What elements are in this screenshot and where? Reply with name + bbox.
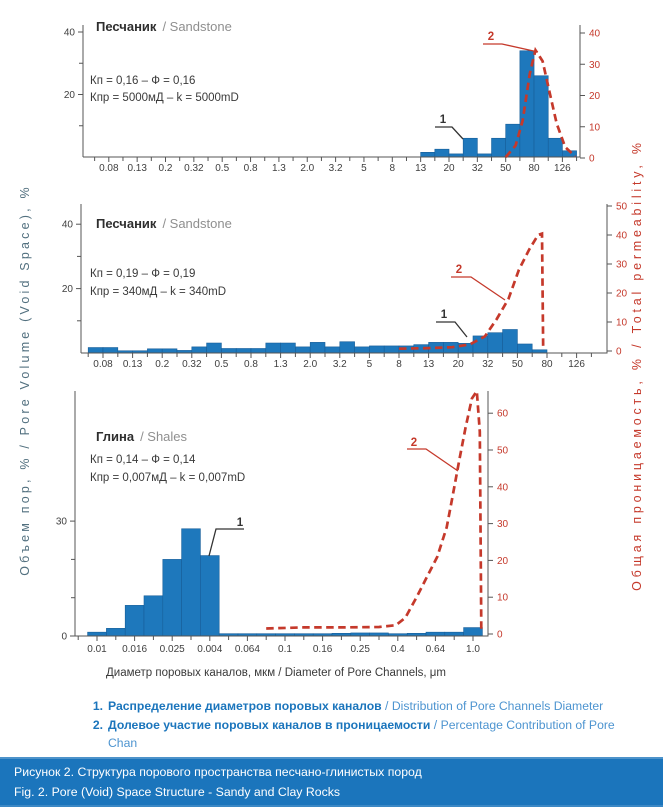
caption-line-ru: Рисунок 2. Структура порового пространства песчано-глинистых пород [14, 765, 422, 779]
legend-text-ru: Долевое участие поровых каналов в проницаемости [108, 717, 431, 732]
panel-stats-line: Кп = 0,14 – Ф = 0,14 [90, 454, 196, 466]
x-tick-label: 13 [415, 163, 427, 174]
pore-volume-bar [435, 149, 449, 157]
x-tick-label: 5 [361, 163, 367, 174]
x-tick-label: 0.5 [214, 359, 229, 370]
pore-volume-bar [506, 124, 520, 157]
x-tick-label: 0.32 [184, 163, 204, 174]
pore-volume-bar [488, 333, 503, 353]
pore-volume-bar [192, 347, 207, 353]
x-tick-label: 0.064 [234, 644, 260, 655]
permeability-curve [266, 391, 481, 630]
right-tick-label: 10 [589, 122, 601, 134]
legend-text-en: Percentage Contribution of Pore Chan [108, 717, 615, 751]
x-tick-label: 8 [389, 163, 396, 174]
permeability-curve [399, 234, 543, 351]
x-tick-label: 13 [423, 359, 435, 370]
panel-title: Глина / Shales [96, 429, 188, 444]
pore-volume-bar [163, 559, 182, 636]
caption-line-en: Fig. 2. Pore (Void) Space Structure - Sandy and Clay Rocks [14, 784, 341, 799]
x-tick-label: 0.025 [159, 644, 185, 655]
pore-volume-bar [355, 347, 370, 353]
x-tick-label: 0.01 [87, 644, 107, 655]
pore-volume-bar [369, 346, 384, 353]
pore-volume-bar [426, 632, 445, 636]
pore-volume-bar [463, 138, 477, 157]
x-tick-label: 0.64 [425, 644, 446, 655]
left-axis-title: Объем пор, % / Pore Volume (Void Space), % [18, 184, 32, 576]
pore-volume-bar [340, 342, 355, 353]
x-axis-title: Диаметр поровых каналов, мкм / Diameter of Pore Channels, μm [105, 667, 447, 679]
left-tick-label: 40 [63, 27, 75, 39]
pore-volume-bar [503, 329, 518, 353]
right-tick-label: 40 [497, 482, 509, 494]
panel-3 [56, 391, 509, 655]
pore-volume-bar [162, 349, 177, 353]
legend-number: 1. [92, 699, 103, 713]
left-tick-label: 20 [61, 284, 73, 296]
x-tick-label: 32 [471, 163, 483, 174]
pore-volume-bar [182, 529, 201, 636]
x-tick-label: 2.0 [303, 359, 318, 370]
pore-volume-bar [492, 138, 506, 157]
annotation-leader-line [407, 449, 458, 471]
legend-number: 2. [92, 717, 103, 732]
legend-text-en: Distribution of Pore Channels Diameter [391, 699, 604, 713]
x-tick-label: 0.004 [197, 644, 223, 655]
pore-volume-bar [103, 348, 118, 353]
pore-volume-bar [147, 349, 162, 353]
panel-stats-line: Кп = 0,19 – Ф = 0,19 [90, 268, 196, 280]
pore-volume-bar [88, 348, 103, 353]
x-tick-label: 20 [452, 359, 464, 370]
right-tick-label: 50 [616, 201, 628, 213]
right-tick-label: 40 [616, 230, 628, 242]
x-tick-label: 0.8 [244, 359, 258, 370]
legend-separator: / [430, 717, 441, 732]
x-tick-label: 80 [528, 163, 540, 174]
pore-volume-bar [106, 628, 125, 636]
x-tick-label: 80 [541, 359, 553, 370]
right-tick-label: 40 [589, 28, 601, 40]
pore-volume-bar [548, 138, 562, 157]
right-tick-label: 20 [616, 288, 628, 300]
right-tick-label: 0 [616, 346, 622, 358]
x-tick-label: 0.32 [182, 359, 202, 370]
x-tick-label: 0.8 [243, 163, 258, 174]
right-axis-title: Общая проницаемость, % / Total permeability, % [630, 139, 644, 591]
annotation-label: 2 [487, 31, 495, 43]
pore-volume-bar [88, 632, 107, 636]
x-tick-label: 0.4 [390, 644, 405, 655]
right-tick-label: 0 [589, 153, 595, 165]
pore-volume-bar [200, 556, 219, 636]
annotation-leader-line [435, 127, 463, 139]
left-tick-label: 0 [61, 631, 67, 643]
x-tick-label: 50 [511, 359, 523, 370]
legend-text-ru: Распределение диаметров поровых каналов [108, 699, 382, 713]
pore-volume-bar [266, 343, 281, 353]
annotation-leader-line [483, 44, 538, 52]
x-tick-label: 20 [443, 163, 455, 174]
pore-volume-bar [310, 342, 325, 353]
right-tick-label: 60 [497, 408, 509, 420]
right-tick-label: 10 [616, 317, 628, 329]
x-tick-label: 0.25 [350, 644, 370, 655]
pore-volume-bar [325, 347, 340, 353]
x-tick-label: 50 [500, 163, 512, 174]
pore-volume-bar [221, 348, 236, 353]
annotation-leader-line [451, 277, 505, 300]
annotation-label: 1 [440, 309, 448, 321]
panel-stats-line: Кп = 0,16 – Ф = 0,16 [90, 75, 196, 87]
x-tick-label: 0.2 [155, 359, 170, 370]
right-tick-label: 30 [497, 519, 509, 531]
pore-volume-bar [520, 51, 534, 157]
panel-title: Песчаник / Sandstone [96, 216, 232, 231]
x-tick-label: 0.08 [99, 163, 119, 174]
right-tick-label: 10 [497, 592, 509, 604]
pore-volume-bar [384, 346, 399, 353]
pore-volume-bar [281, 343, 296, 353]
x-tick-label: 5 [366, 359, 373, 370]
annotation-leader-line [436, 322, 467, 337]
legend-text [108, 697, 603, 716]
left-tick-label: 40 [61, 219, 73, 231]
right-tick-label: 30 [589, 59, 601, 71]
x-tick-label: 0.016 [122, 644, 148, 655]
right-tick-label: 0 [497, 629, 503, 641]
x-tick-label: 1.0 [466, 644, 480, 655]
panel-2 [62, 202, 628, 371]
panel-stats-line: Кпр = 0,007мД – k = 0,007mD [90, 472, 246, 484]
left-tick-label: 20 [63, 90, 75, 101]
pore-volume-bar [295, 347, 310, 353]
right-tick-label: 20 [497, 555, 509, 567]
x-tick-label: 0.1 [278, 644, 292, 655]
pore-volume-bar [125, 605, 144, 636]
right-tick-label: 30 [616, 259, 628, 271]
pore-volume-bar [473, 336, 488, 353]
left-tick-label: 30 [55, 516, 67, 528]
x-tick-label: 8 [396, 359, 402, 370]
panel-1 [64, 19, 601, 174]
x-tick-label: 3.2 [332, 359, 347, 370]
annotation-label: 2 [455, 264, 463, 276]
right-tick-label: 50 [497, 445, 509, 457]
panel-stats-line: Кпр = 340мД – k = 340mD [90, 286, 227, 298]
panel-stats-line: Кпр = 5000мД – k = 5000mD [90, 92, 239, 104]
pore-volume-bar [517, 344, 532, 353]
annotation-label: 2 [410, 437, 418, 449]
x-tick-label: 0.13 [122, 359, 143, 370]
pore-volume-bar [421, 152, 435, 157]
x-tick-label: 126 [568, 359, 585, 370]
x-tick-label: 0.2 [158, 163, 173, 174]
x-tick-label: 32 [482, 359, 494, 370]
annotation-label: 1 [439, 114, 447, 126]
pore-volume-bar [534, 76, 548, 157]
x-tick-label: 1.3 [271, 163, 286, 174]
annotation-label: 1 [236, 517, 244, 529]
x-tick-label: 3.2 [328, 163, 343, 174]
x-tick-label: 0.13 [127, 163, 147, 174]
pore-volume-bar [251, 348, 266, 353]
x-tick-label: 126 [554, 163, 571, 174]
x-tick-label: 2.0 [300, 163, 315, 174]
x-tick-label: 1.3 [273, 359, 288, 370]
right-tick-label: 20 [589, 91, 601, 102]
pore-volume-bar [445, 632, 464, 636]
legend-separator: / [381, 699, 392, 713]
x-tick-label: 0.5 [215, 163, 230, 174]
panel-title: Песчаник / Sandstone [96, 19, 232, 34]
caption-banner [0, 757, 663, 807]
pore-volume-bar [207, 343, 222, 353]
x-tick-label: 0.08 [93, 359, 113, 370]
x-tick-label: 0.16 [312, 644, 333, 655]
annotation-leader-line [209, 529, 244, 556]
pore-volume-bar [144, 596, 163, 636]
legend-item-distribution [87, 697, 647, 716]
pore-volume-bar [464, 628, 483, 636]
pore-volume-bar [236, 348, 251, 353]
